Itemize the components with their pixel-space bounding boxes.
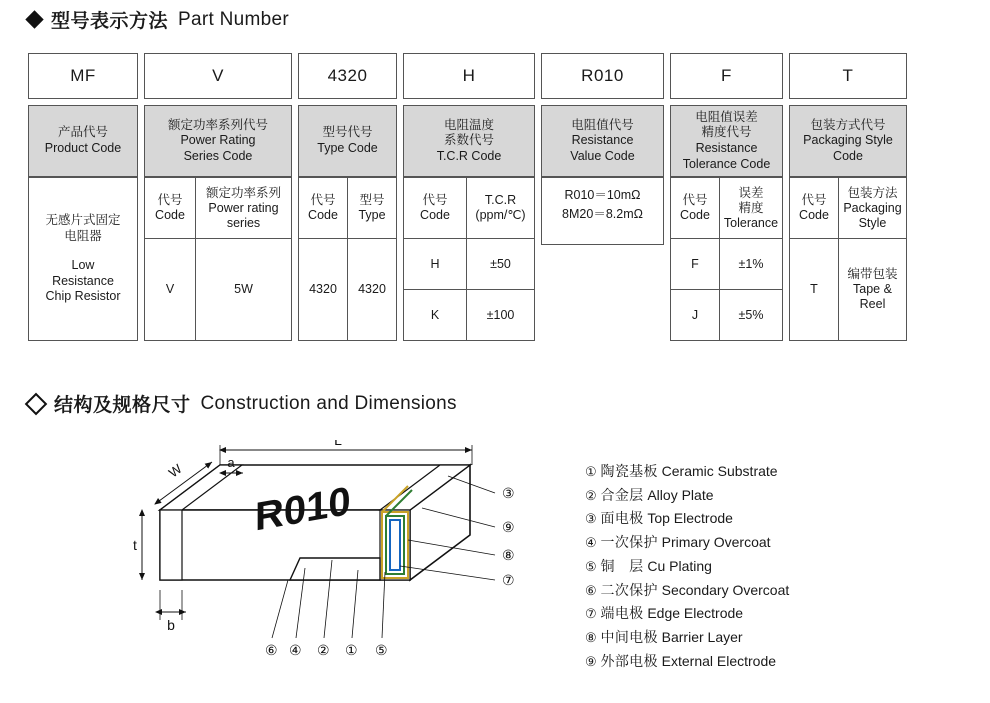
legend-en-5: Cu Plating	[647, 557, 712, 574]
legend-item-7	[585, 602, 789, 626]
pn-column-type-code	[298, 53, 397, 341]
pn-column-packaging	[789, 53, 907, 341]
pn-header-4-cn1: 电阻值代号	[571, 117, 634, 132]
power-rating-subtable	[144, 177, 292, 341]
chip-marking-text: R010	[255, 478, 351, 540]
dim-a-label: a	[227, 455, 235, 470]
legend-en-6: Secondary Overcoat	[661, 581, 790, 598]
tolerance-subtable	[670, 177, 783, 341]
tolerance-code-f: F	[691, 256, 699, 271]
callout-9: ⑨	[502, 519, 515, 535]
legend-num-2: ②	[585, 487, 597, 503]
tcr-row-k	[404, 289, 534, 340]
legend-num-9: ⑨	[585, 653, 597, 669]
type-code-code-value: 4320	[309, 282, 337, 296]
pn-header-5-en2: Tolerance Code	[682, 156, 771, 171]
pn-header-2-en1: Type Code	[317, 141, 378, 155]
pn-header-5-cn1: 电阻值误差	[695, 109, 758, 124]
legend-en-7: Edge Electrode	[647, 605, 744, 622]
pn-header-6-cn1: 包装方式代号	[810, 117, 886, 132]
legend-num-7: ⑦	[585, 606, 597, 622]
power-rating-head-code: 代号 Code	[155, 193, 185, 222]
legend-num-1: ①	[585, 464, 597, 479]
tolerance-code-j: J	[691, 307, 699, 322]
dim-W-label: W	[165, 461, 185, 481]
pn-header-4-en1: Resistance	[571, 133, 634, 148]
pn-header-6-en2: Code	[833, 148, 863, 163]
power-rating-head-row	[145, 178, 291, 238]
legend-cn-9: 外部电极	[600, 652, 658, 669]
pn-code-6: T	[789, 53, 907, 99]
pn-header-5-en1: Resistance	[695, 141, 758, 155]
tcr-value-h: ±50	[466, 239, 534, 289]
legend-cn-8: 中间电极	[600, 628, 658, 645]
pn-header-1-en1: Power Rating	[180, 133, 256, 148]
pn-code-4: R010	[541, 53, 664, 99]
pn-code-5: F	[670, 53, 783, 99]
pn-header-0	[28, 105, 138, 177]
pn-column-product-code	[28, 53, 138, 341]
packaging-subtable	[789, 177, 907, 341]
tolerance-row-j	[671, 289, 782, 340]
legend-item-9	[585, 650, 789, 674]
construction-title-en: Construction and Dimensions	[200, 392, 457, 414]
packaging-head-code: 代号 Code	[799, 193, 829, 222]
packaging-style-line-2: Tape &	[853, 282, 892, 296]
legend-item-5	[585, 555, 789, 579]
legend-num-3: ③	[585, 511, 597, 527]
legend-cn-1: 陶瓷基板	[600, 463, 658, 479]
part-number-title-cn: 型号表示方法	[51, 11, 169, 32]
callout-8: ⑧	[502, 547, 515, 563]
callout-3: ③	[502, 485, 515, 501]
tolerance-head-row	[671, 178, 782, 238]
legend-item-3	[585, 507, 789, 531]
pn-header-6	[789, 105, 907, 177]
power-rating-series-value: 5W	[195, 239, 291, 340]
pn-header-3	[403, 105, 535, 177]
legend-en-3: Top Electrode	[647, 510, 733, 527]
legend-en-2: Alloy Plate	[647, 486, 714, 503]
packaging-code-value: T	[810, 282, 818, 296]
power-rating-data-row	[145, 238, 291, 340]
construction-legend	[585, 460, 789, 673]
packaging-head-style: 包装方法 Packaging Style	[838, 178, 906, 238]
packaging-style-value	[838, 239, 906, 340]
pn-column-tcr	[403, 53, 535, 341]
legend-item-1	[585, 460, 789, 484]
legend-item-2	[585, 484, 789, 508]
legend-cn-4: 一次保护	[600, 534, 658, 551]
pn-header-0-cn1: 产品代号	[57, 125, 108, 140]
pn-header-1-cn1: 额定功率系列代号	[167, 117, 268, 132]
dim-t-label: t	[133, 537, 137, 553]
pn-header-3-cn2: 系数代号	[443, 133, 494, 148]
packaging-style-line-1: 编带包装	[847, 267, 898, 281]
diamond-outline-bullet-icon	[25, 392, 48, 415]
packaging-style-line-3: Reel	[859, 297, 886, 311]
legend-en-4: Primary Overcoat	[661, 534, 771, 551]
legend-item-8	[585, 626, 789, 650]
tolerance-value-f: ±1%	[719, 239, 782, 289]
tcr-row-h	[404, 238, 534, 289]
pn-header-5	[670, 105, 783, 177]
legend-num-8: ⑧	[585, 629, 597, 645]
legend-en-8: Barrier Layer	[661, 628, 743, 645]
pn-header-1-en2: Series Code	[183, 148, 253, 163]
legend-item-4	[585, 531, 789, 555]
diamond-bullet-icon	[25, 10, 43, 28]
part-number-title-en: Part Number	[178, 8, 290, 30]
product-code-line-1: 无感片式固定	[45, 212, 121, 227]
legend-cn-3: 面电极	[600, 510, 644, 527]
tcr-head-value: T.C.R (ppm/℃)	[466, 178, 534, 238]
callout-6: ⑥	[265, 642, 278, 658]
packaging-head-row	[790, 178, 906, 238]
tolerance-head-value: 误差 精度 Tolerance	[719, 178, 782, 238]
product-code-line-2: 电阻器	[64, 228, 102, 243]
pn-header-0-en1: Product Code	[44, 141, 122, 155]
tcr-code-h: H	[430, 256, 440, 271]
legend-num-4: ④	[585, 535, 597, 551]
callout-4: ④	[289, 642, 302, 658]
pn-column-tolerance	[670, 53, 783, 341]
dim-L-label: L	[334, 440, 342, 448]
resistance-value-body	[541, 177, 664, 245]
legend-num-6: ⑥	[585, 582, 597, 598]
product-code-line-4: Resistance	[52, 273, 114, 288]
callout-1: ①	[345, 642, 358, 658]
pn-header-6-en1: Packaging Style	[803, 133, 893, 148]
power-rating-code-value: V	[165, 282, 175, 296]
part-number-table	[28, 53, 907, 341]
pn-header-1	[144, 105, 292, 177]
legend-cn-2: 合金层	[600, 486, 644, 503]
pn-code-1: V	[144, 53, 292, 99]
callout-7: ⑦	[502, 572, 515, 588]
pn-header-4	[541, 105, 664, 177]
pn-code-2: 4320	[298, 53, 397, 99]
type-code-head-code: 代号 Code	[308, 193, 338, 222]
pn-header-3-en1: T.C.R Code	[436, 148, 502, 163]
legend-cn-5: 铜 层	[600, 557, 644, 574]
type-code-head-type: 型号 Type	[347, 178, 396, 238]
pn-header-3-cn1: 电阻温度	[443, 117, 494, 132]
pn-header-2	[298, 105, 397, 177]
tolerance-row-f	[671, 238, 782, 289]
tcr-head-row	[404, 178, 534, 238]
resistance-value-line-2: 8M20＝8.2mΩ	[562, 206, 643, 221]
tolerance-head-code: 代号 Code	[680, 193, 710, 222]
product-code-line-5: Chip Resistor	[45, 289, 121, 304]
power-rating-head-series: 额定功率系列 Power rating series	[195, 178, 291, 238]
dim-b-label: b	[167, 617, 175, 633]
tcr-head-code: 代号 Code	[420, 193, 450, 222]
part-number-section-title	[28, 6, 289, 33]
product-code-line-3: Low	[71, 258, 95, 273]
tcr-code-k: K	[430, 307, 440, 322]
pn-code-0: MF	[28, 53, 138, 99]
type-code-data-row	[299, 238, 396, 340]
legend-cn-6: 二次保护	[600, 581, 658, 598]
construction-section-title	[28, 390, 457, 417]
tolerance-value-j: ±5%	[719, 290, 782, 340]
legend-item-6	[585, 579, 789, 603]
type-code-head-row	[299, 178, 396, 238]
callout-5: ⑤	[375, 642, 388, 658]
construction-title-cn: 结构及规格尺寸	[54, 395, 191, 416]
resistance-value-line-1: R010＝10mΩ	[564, 188, 641, 202]
callout-2: ②	[317, 642, 330, 658]
pn-body-product-code	[28, 177, 138, 341]
pn-column-power-rating	[144, 53, 292, 341]
construction-drawing	[100, 440, 540, 680]
legend-num-5: ⑤	[585, 558, 597, 574]
pn-header-2-cn1: 型号代号	[322, 125, 373, 140]
pn-header-5-cn2: 精度代号	[701, 125, 752, 140]
pn-column-resistance-value	[541, 53, 664, 245]
legend-en-9: External Electrode	[661, 652, 777, 669]
tcr-subtable	[403, 177, 535, 341]
type-code-subtable	[298, 177, 397, 341]
tcr-value-k: ±100	[466, 290, 534, 340]
packaging-data-row	[790, 238, 906, 340]
pn-header-4-en2: Value Code	[570, 148, 635, 163]
type-code-type-value: 4320	[347, 239, 396, 340]
legend-en-1: Ceramic Substrate	[661, 463, 778, 479]
legend-cn-7: 端电极	[600, 605, 644, 622]
pn-code-3: H	[403, 53, 535, 99]
